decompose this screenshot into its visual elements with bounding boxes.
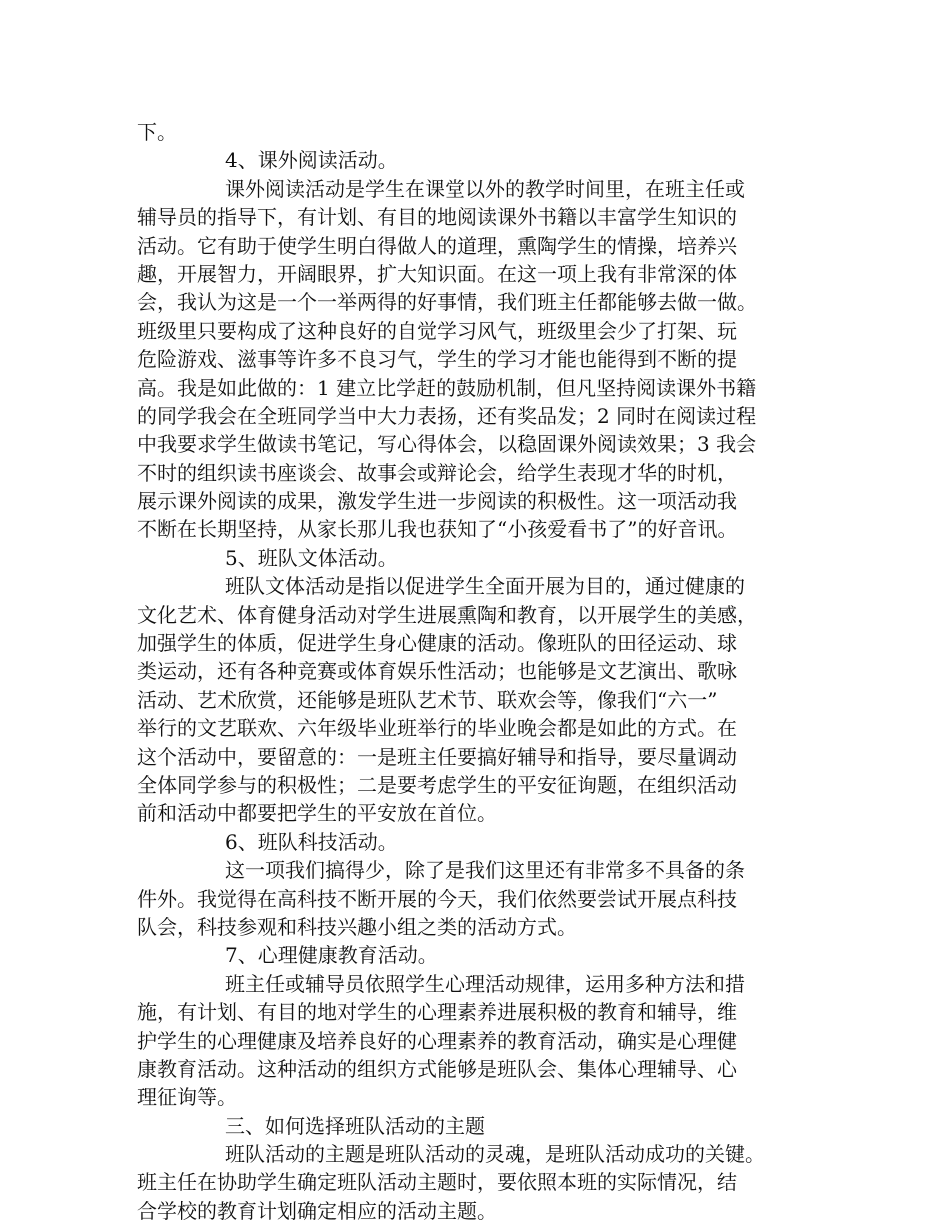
text-line: 危险游戏、滋事等许多不良习气，学生的学习才能也能得到不断的提	[137, 347, 737, 372]
text-line: 班队活动的主题是班队活动的灵魂，是班队活动成功的关键。	[225, 1142, 765, 1167]
text-line: 趣，开展智力，开阔眼界，扩大知识面。在这一项上我有非常深的体	[137, 261, 737, 286]
text-line: 4、课外阅读活动。	[225, 148, 398, 173]
text-line: 加强学生的体质，促进学生身心健康的活动。像班队的田径运动、球	[137, 631, 737, 656]
text-line: 课外阅读活动是学生在课堂以外的教学时间里，在班主任或	[225, 176, 745, 201]
text-line: 件外。我觉得在高科技不断开展的今天，我们依然要尝试开展点科技	[137, 886, 737, 911]
text-line: 辅导员的指导下，有计划、有目的地阅读课外书籍以丰富学生知识的	[137, 205, 737, 230]
text-line: 展示课外阅读的成果，激发学生进一步阅读的积极性。这一项活动我	[137, 489, 737, 514]
text-line: 班队文体活动是指以促进学生全面开展为目的，通过健康的	[225, 574, 745, 599]
text-line: 5、班队文体活动。	[225, 545, 398, 570]
text-line: 会，我认为这是一个一举两得的好事情，我们班主任都能够去做一做。	[137, 290, 757, 315]
text-line: 活动、艺术欣赏，还能够是班队艺术节、联欢会等，像我们“六一”	[137, 687, 718, 712]
text-line: 不断在长期坚持，从家长那儿我也获知了“小孩爱看书了”的好音讯。	[137, 517, 738, 542]
text-line: 前和活动中都要把学生的平安放在首位。	[137, 801, 497, 826]
text-line: 康教育活动。这种活动的组织方式能够是班队会、集体心理辅导、心	[137, 1056, 737, 1081]
text-line: 高。我是如此做的：1 建立比学赶的鼓励机制，但凡坚持阅读课外书籍	[137, 375, 757, 400]
text-line: 班级里只要构成了这种良好的自觉学习风气，班级里会少了打架、玩	[137, 318, 737, 343]
text-line: 三、如何选择班队活动的主题	[225, 1113, 485, 1138]
text-line: 这一项我们搞得少，除了是我们这里还有非常多不具备的条	[225, 858, 745, 883]
document-page	[137, 118, 817, 1225]
text-line: 中我要求学生做读书笔记，写心得体会，以稳固课外阅读效果；3 我会	[137, 432, 757, 457]
text-line: 活动。它有助于使学生明白得做人的道理，熏陶学生的情操，培养兴	[137, 233, 737, 258]
text-line: 6、班队科技活动。	[225, 829, 398, 854]
text-line: 理征询等。	[137, 1085, 237, 1110]
text-line: 施，有计划、有目的地对学生的心理素养进展积极的教育和辅导，维	[137, 1000, 737, 1025]
text-line: 合学校的教育计划确定相应的活动主题。	[137, 1198, 497, 1223]
text-line: 全体同学参与的积极性；二是要考虑学生的平安征询题，在组织活动	[137, 772, 737, 797]
text-line: 举行的文艺联欢、六年级毕业班举行的毕业晚会都是如此的方式。在	[137, 716, 737, 741]
text-line: 这个活动中，要留意的：一是班主任要搞好辅导和指导，要尽量调动	[137, 744, 737, 769]
text-line: 文化艺术、体育健身活动对学生进展熏陶和教育，以开展学生的美感，	[137, 602, 757, 627]
text-line: 类运动，还有各种竞赛或体育娱乐性活动；也能够是文艺演出、歌咏	[137, 659, 737, 684]
text-line: 队会，科技参观和科技兴趣小组之类的活动方式。	[137, 914, 577, 939]
text-line: 下。	[137, 120, 177, 144]
text-line: 的同学我会在全班同学当中大力表扬，还有奖品发；2 同时在阅读过程	[137, 403, 757, 428]
text-line: 班主任在协助学生确定班队活动主题时，要依照本班的实际情况，结	[137, 1170, 737, 1195]
text-line: 不时的组织读书座谈会、故事会或辩论会，给学生表现才华的时机，	[137, 460, 737, 485]
text-line: 护学生的心理健康及培养良好的心理素养的教育活动，确实是心理健	[137, 1028, 737, 1053]
text-line: 班主任或辅导员依照学生心理活动规律，运用多种方法和措	[225, 971, 745, 996]
text-line: 7、心理健康教育活动。	[225, 943, 438, 968]
